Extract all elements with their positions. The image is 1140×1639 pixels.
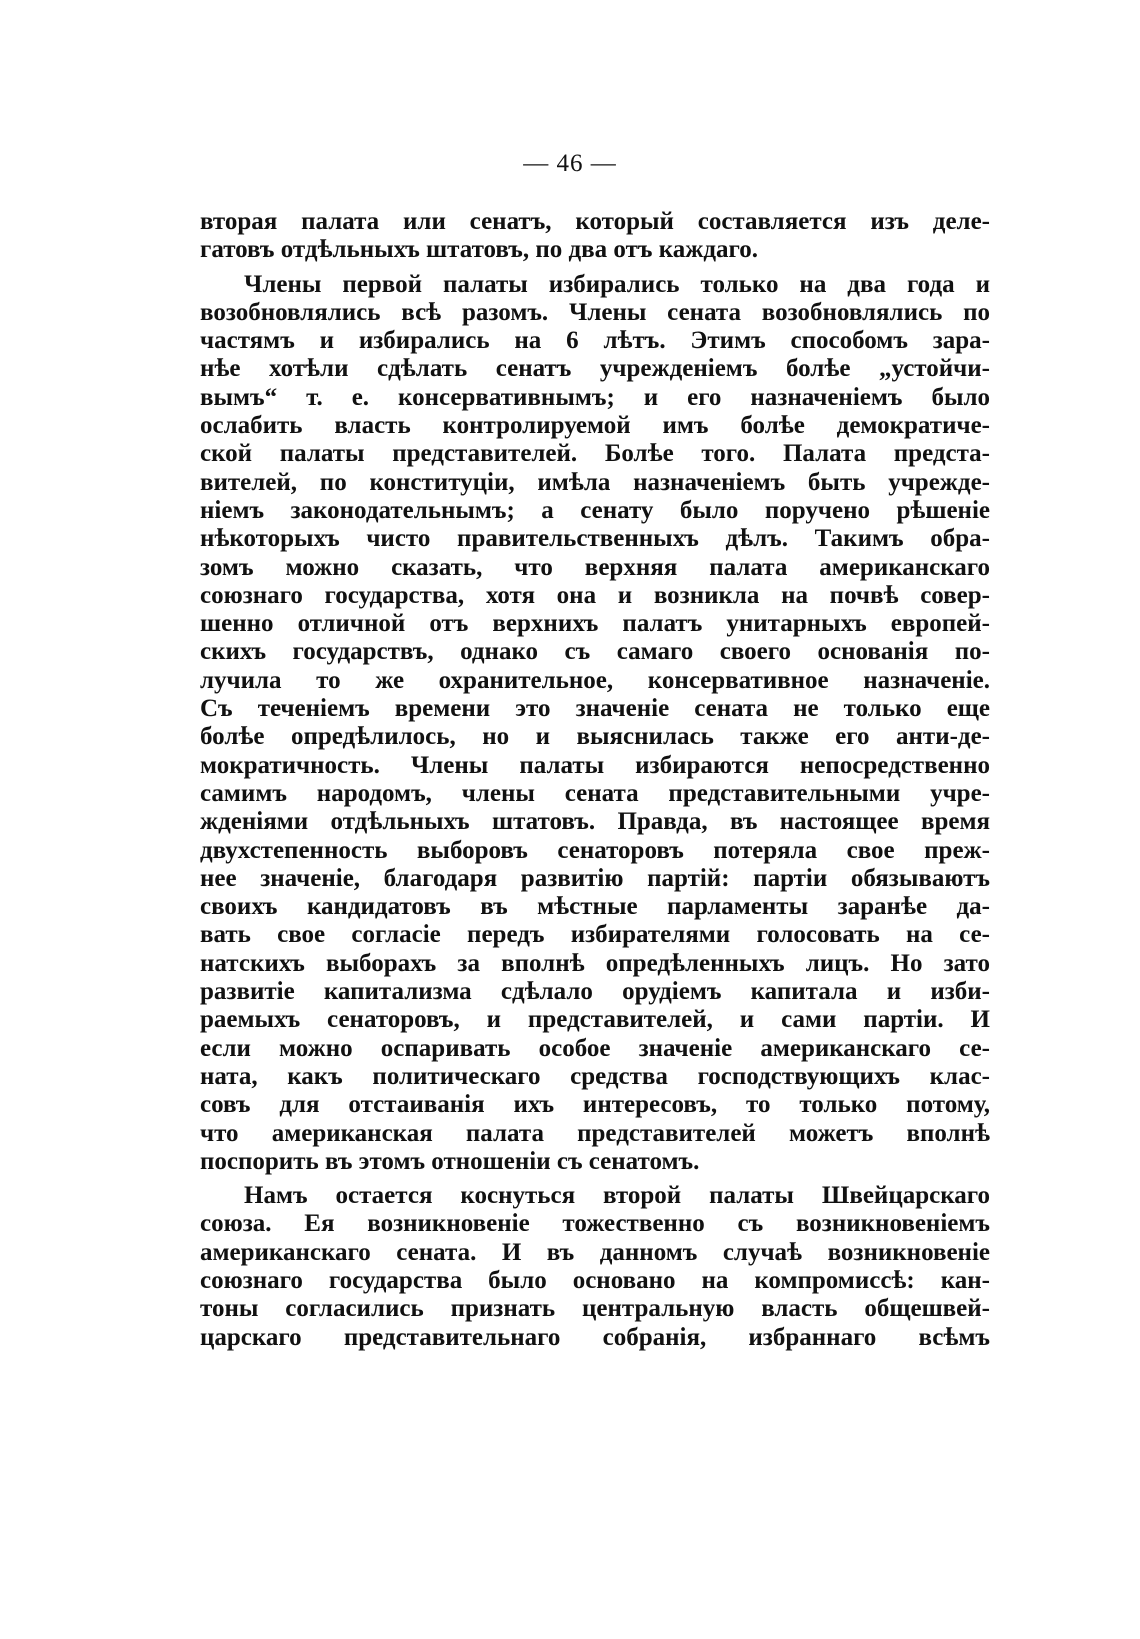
text-line: что американская палата представителей можетъ вполнѣ	[200, 1119, 990, 1147]
text-line: возобновлялись всѣ разомъ. Члены сената возобновлялись по	[200, 298, 990, 326]
text-line: союзнаго государства, хотя она и возникла на почвѣ совер-	[200, 581, 990, 609]
text-line: вторая палата или сенатъ, который составляется изъ деле-	[200, 208, 990, 235]
text-line: Съ теченіемъ времени это значеніе сената не только еще	[200, 695, 990, 723]
text-line: зомъ можно сказать, что верхняя палата американскаго	[200, 553, 990, 581]
paragraph	[200, 208, 990, 265]
text-line: вать свое согласіе передъ избирателями голосовать на се-	[200, 921, 990, 949]
page-number: — 46 —	[523, 150, 617, 177]
text-line: ской палаты представителей. Болѣе того. Палата предста-	[200, 440, 990, 468]
paragraph	[200, 1182, 990, 1352]
text-line: союзнаго государства было основано на компромиссѣ: кан-	[200, 1266, 990, 1294]
text-line: ослабить власть контролируемой имъ болѣе демократиче-	[200, 412, 990, 440]
text-line: самимъ народомъ, члены сената представительными учре-	[200, 779, 990, 807]
text-line: союза. Ея возникновеніе тожественно съ возникновеніемъ	[200, 1210, 990, 1238]
text-line: Члены первой палаты избирались только на два года и	[244, 270, 990, 298]
text-line: натскихъ выборахъ за вполнѣ опредѣленныхъ лицъ. Но зато	[200, 949, 990, 977]
text-line: мократичность. Члены палаты избираются непосредственно	[200, 751, 990, 779]
text-line: скихъ государствъ, однако съ самаго своего основанія по-	[200, 638, 990, 666]
text-line: шенно отличной отъ верхнихъ палатъ унитарныхъ европей-	[200, 610, 990, 638]
text-line: американскаго сената. И въ данномъ случаѣ возникновеніе	[200, 1238, 990, 1266]
body-text	[200, 208, 990, 1358]
text-line: нее значеніе, благодаря развитію партій: партіи обязываютъ	[200, 864, 990, 892]
text-line: двухстепенность выборовъ сенаторовъ потеряла свое преж-	[200, 836, 990, 864]
text-line: ната, какъ политическаго средства господствующихъ клас-	[200, 1062, 990, 1090]
text-line: раемыхъ сенаторовъ, и представителей, и сами партіи. И	[200, 1006, 990, 1034]
text-line: своихъ кандидатовъ въ мѣстные парламенты заранѣе да-	[200, 893, 990, 921]
text-line: болѣе опредѣлилось, но и выяснилась также его анти-де-	[200, 723, 990, 751]
text-line: вителей, по конституціи, имѣла назначеніемъ быть учрежде-	[200, 468, 990, 496]
text-line: царскаго представительнаго собранія, избраннаго всѣмъ	[200, 1323, 990, 1351]
text-line: жденіями отдѣльныхъ штатовъ. Правда, въ настоящее время	[200, 808, 990, 836]
text-line: Намъ остается коснуться второй палаты Швейцарскаго	[244, 1182, 990, 1210]
text-line: вымъ“ т. е. консервативнымъ; и его назначеніемъ было	[200, 383, 990, 411]
text-line: нѣкоторыхъ чисто правительственныхъ дѣлъ. Такимъ обра-	[200, 525, 990, 553]
text-line: развитіе капитализма сдѣлало орудіемъ капитала и изби-	[200, 978, 990, 1006]
text-line: гатовъ отдѣльныхъ штатовъ, по два отъ каждаго.	[200, 236, 758, 264]
text-line: совъ для отстаиванія ихъ интересовъ, то только потому,	[200, 1091, 990, 1119]
text-line: лучила то же охранительное, консервативное назначеніе.	[200, 666, 990, 694]
text-line: поспорить въ этомъ отношеніи съ сенатомъ.	[200, 1147, 700, 1175]
text-line: ніемъ законодательнымъ; а сенату было поручено рѣшеніе	[200, 496, 990, 524]
text-line: тоны согласились признать центральную власть общешвей-	[200, 1295, 990, 1323]
paragraph	[200, 271, 990, 1177]
text-line: нѣе хотѣли сдѣлать сенатъ учрежденіемъ болѣе „устойчи-	[200, 355, 990, 383]
text-line: если можно оспаривать особое значеніе американскаго се-	[200, 1034, 990, 1062]
text-line: частямъ и избирались на 6 лѣтъ. Этимъ способомъ зара-	[200, 327, 990, 355]
